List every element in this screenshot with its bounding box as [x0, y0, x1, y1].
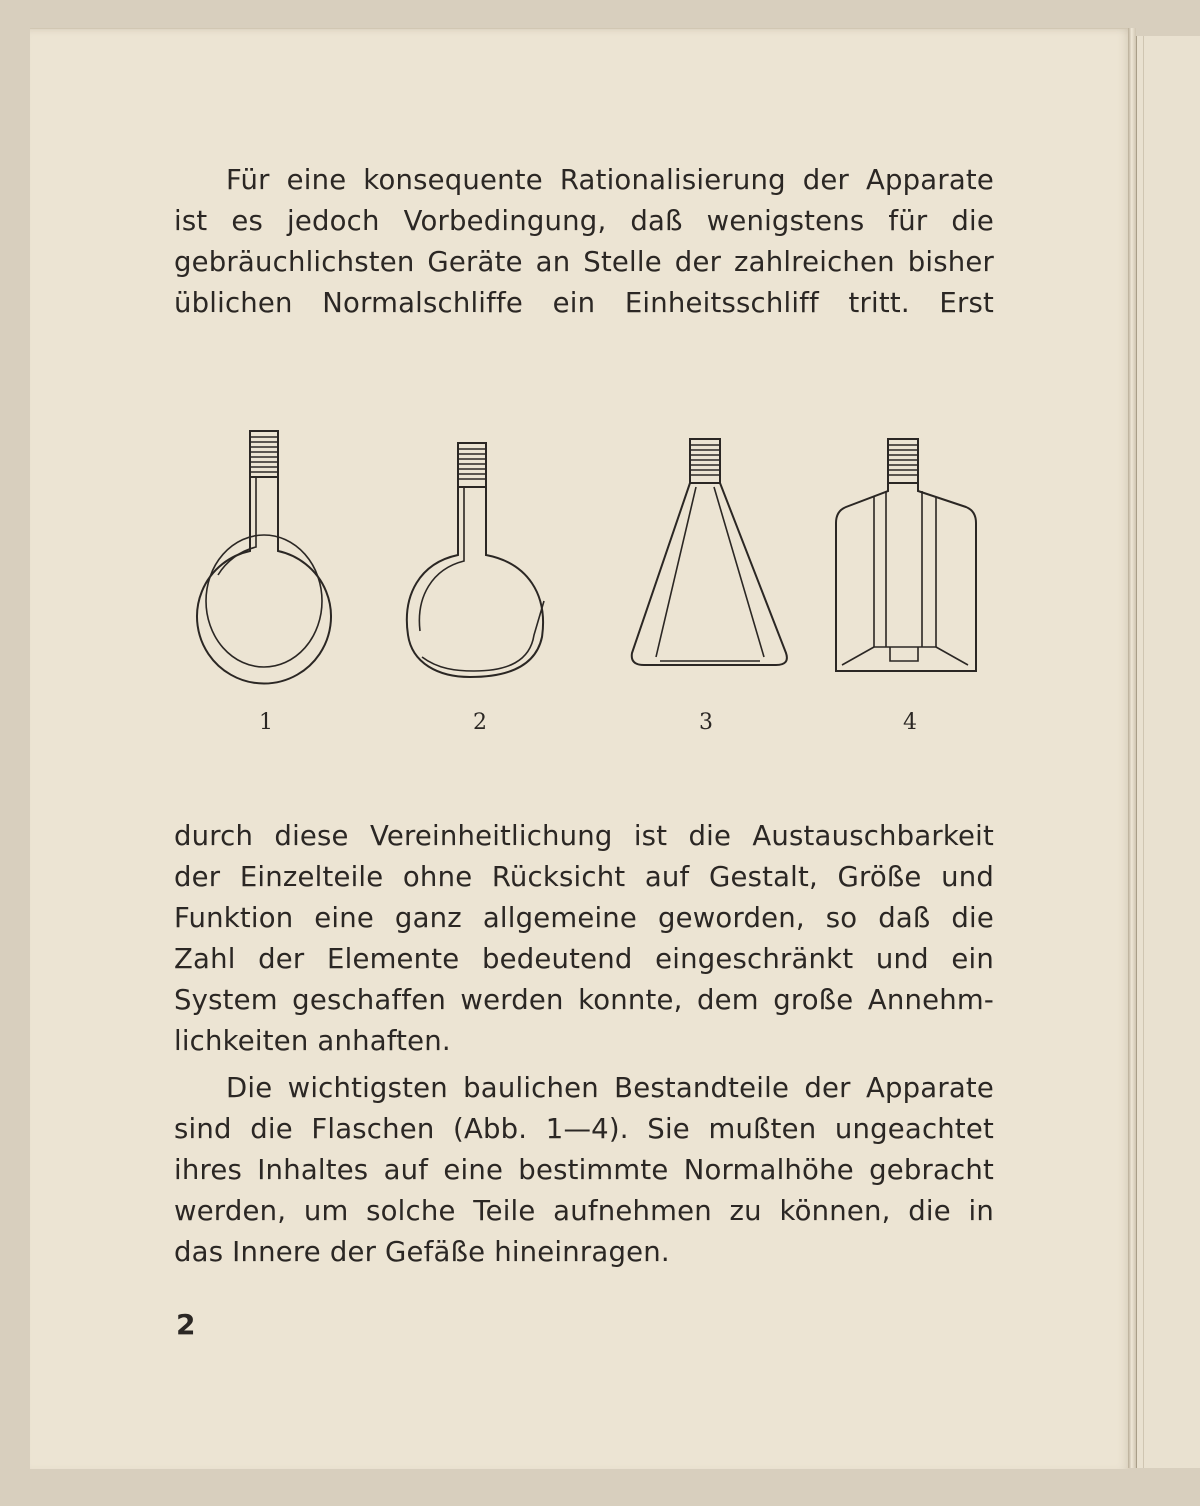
- paragraph-1: [174, 160, 994, 324]
- text-line: Funktion eine ganz allgemeine geworden, so daß die: [174, 902, 994, 934]
- text-line: gebräuchlichsten Geräte an Stelle der zahlreichen bisher: [174, 246, 994, 278]
- flask-4-square-bottle-icon: [836, 439, 976, 671]
- flask-1-round-bottom-icon: [197, 431, 331, 684]
- text-line: der Einzelteile ohne Rücksicht auf Gestalt, Größe und: [174, 861, 994, 893]
- figure-label-2: 2: [473, 710, 487, 735]
- facing-page-edge: [1136, 36, 1200, 1468]
- text-line: durch diese Vereinheitlichung ist die Austauschbarkeit: [174, 820, 994, 852]
- text-line: Die wichtigsten baulichen Bestandteile der Apparate: [226, 1072, 994, 1104]
- paragraph-3: [174, 1068, 994, 1273]
- text-line: System geschaffen werden konnte, dem große Annehm-: [174, 984, 994, 1016]
- flask-illustrations: [170, 425, 990, 705]
- text-line: ihres Inhaltes auf eine bestimmte Normalhöhe gebracht: [174, 1154, 994, 1186]
- text-line: ist es jedoch Vorbedingung, daß wenigstens für die: [174, 205, 994, 237]
- text-line: werden, um solche Teile aufnehmen zu können, die in: [174, 1195, 994, 1227]
- book-spine: [1128, 28, 1136, 1468]
- text-line: Für eine konsequente Rationalisierung der Apparate: [226, 164, 994, 196]
- text-line: üblichen Normalschliffe ein Einheitsschliff tritt. Erst: [174, 287, 994, 319]
- paragraph-2: [174, 816, 994, 1062]
- flask-figure: [170, 425, 990, 755]
- text-line: sind die Flaschen (Abb. 1—4). Sie mußten ungeachtet: [174, 1113, 994, 1145]
- flask-3-conical-icon: [632, 439, 787, 665]
- page-number: 2: [176, 1308, 196, 1341]
- text-line: lichkeiten anhaften.: [174, 1025, 451, 1057]
- flask-2-flat-round-icon: [407, 443, 544, 677]
- figure-label-4: 4: [903, 710, 917, 735]
- text-line: Zahl der Elemente bedeutend eingeschränkt und ein: [174, 943, 994, 975]
- figure-label-3: 3: [699, 710, 713, 735]
- text-line: das Innere der Gefäße hineinragen.: [174, 1236, 670, 1268]
- figure-label-1: 1: [259, 710, 273, 735]
